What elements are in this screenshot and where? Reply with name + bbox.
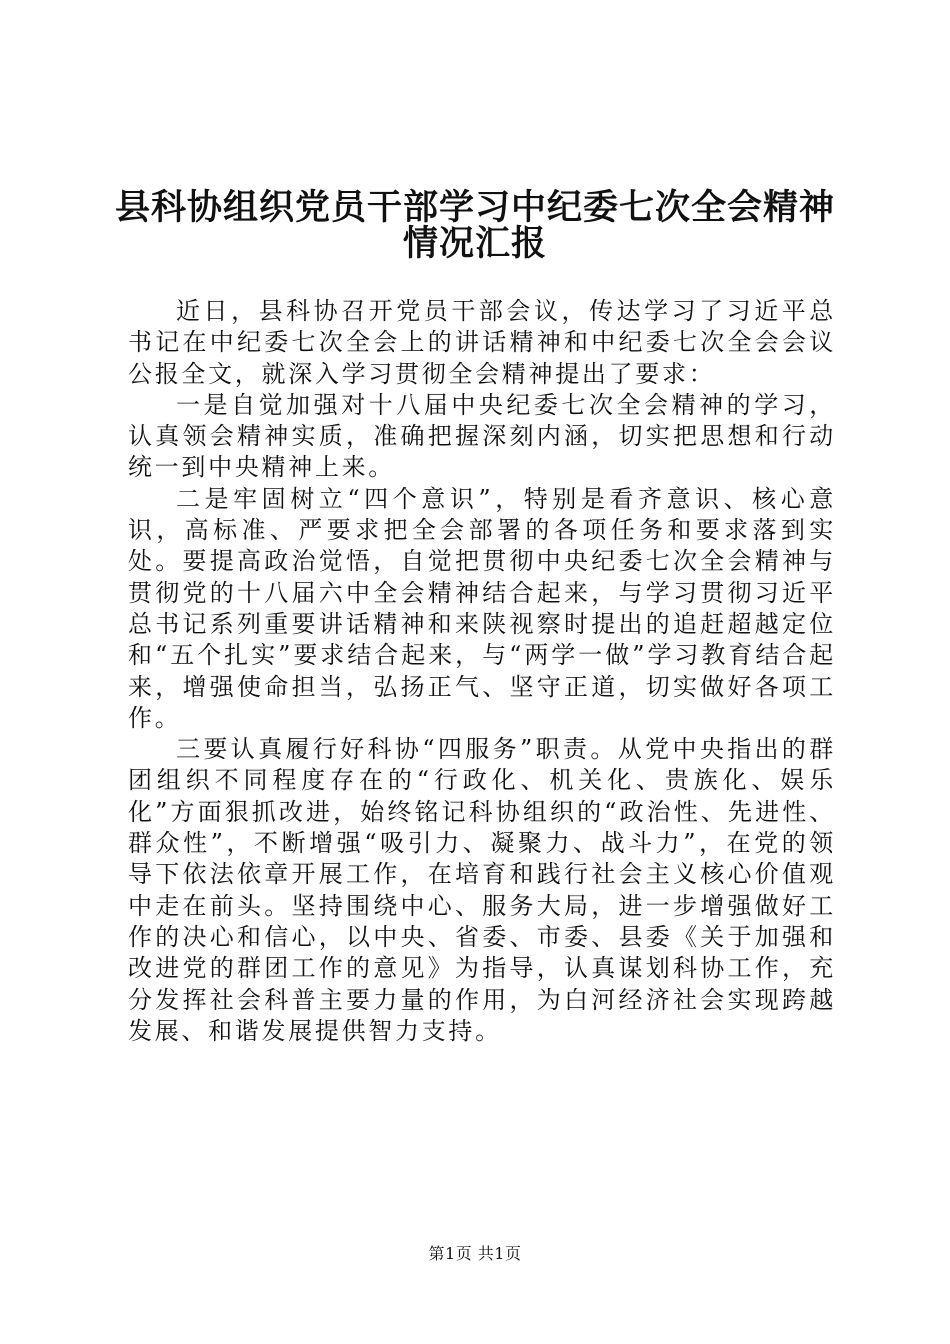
paragraph-point-three: 三要认真履行好科协“四服务”职责。从党中央指出的群团组织不同程度存在的“行政化、机关化、贵族化、娱乐化”方面狠抓改进，始终铭记科协组织的“政治性、先进性、群众性”，不断增强“吸引力、凝聚力、战斗力”，在党的领导下依法依章开展工作，在培育和践行社会主义核心价值观中走在前头。坚持围绕中心、服务大局，进一步增强做好工作的决心和信心，以中央、省委、市委、县委《关于加强和改进党的群团工作的意见》为指导，认真谋划科协工作，充分发挥社会科普主要力量的作用，为白河经济社会实现跨越发展、和谐发展提供智力支持。: [128, 735, 836, 1045]
paragraph-point-two: 二是牢固树立“四个意识”，特别是看齐意识、核心意识，高标准、严要求把全会部署的各项任务和要求落到实处。要提高政治觉悟，自觉把贯彻中央纪委七次全会精神与贯彻党的十八届六中全会精神结合起来，与学习贯彻习近平总书记系列重要讲话精神和来陕视察时提出的追赶超越定位和“五个扎实”要求结合起来，与“两学一做”学习教育结合起来，增强使命担当，弘扬正气、坚守正道，切实做好各项工作。: [128, 484, 836, 732]
document-body: [128, 296, 836, 1047]
document-title-line-2: 情况汇报: [402, 224, 547, 264]
page-number-footer: 第1页 共1页: [428, 1244, 522, 1263]
paragraph-intro: 近日，县科协召开党员干部会议，传达学习了习近平总书记在中纪委七次全会上的讲话精神和中纪委七次全会会议公报全文，就深入学习贯彻全会精神提出了要求：: [128, 297, 836, 388]
paragraph-point-one: 一是自觉加强对十八届中央纪委七次全会精神的学习，认真领会精神实质，准确把握深刻内涵，切实把思想和行动统一到中央精神上来。: [128, 390, 836, 482]
document-title-line-1: 县科协组织党员干部学习中纪委七次全会精神: [114, 188, 835, 228]
